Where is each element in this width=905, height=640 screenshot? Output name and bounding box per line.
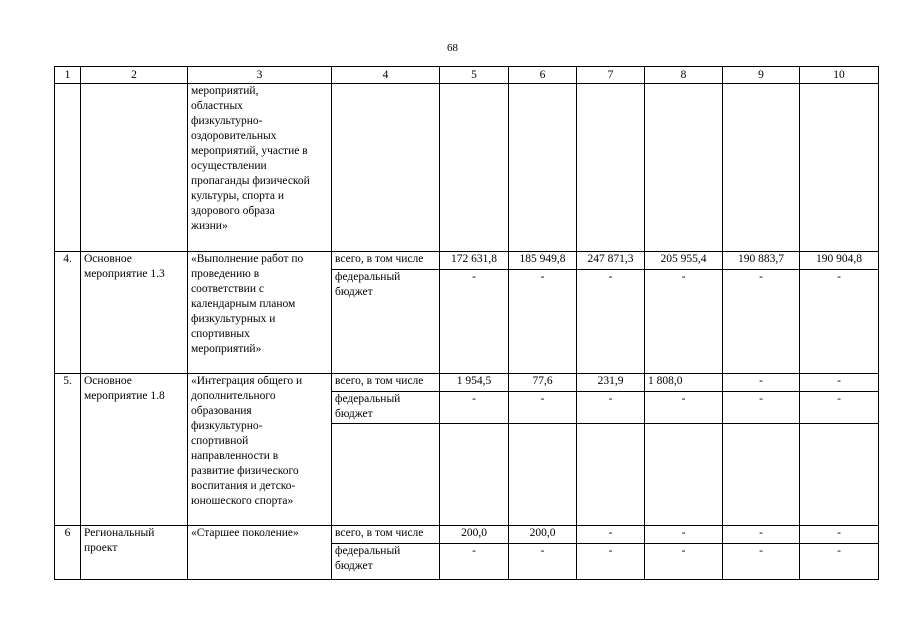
value-cell: -	[577, 526, 645, 544]
value-cell: -	[800, 544, 879, 580]
value-cell: -	[723, 374, 800, 392]
header-cell: 3	[188, 67, 332, 84]
row-number-cell: 5.	[55, 374, 81, 526]
value-cell: -	[577, 270, 645, 374]
event-description-cell: «Интеграция общего и дополнительного образования физкультурно- спортивной направленности в развитие физического воспитания и детско- юношеского спорта»	[188, 374, 332, 526]
header-cell: 8	[645, 67, 723, 84]
funding-label-cell: всего, в том числе	[332, 252, 440, 270]
page-number: 68	[447, 42, 458, 54]
empty-cell	[645, 424, 723, 526]
event-description-cell: мероприятий, областных физкультурно- оздоровительных мероприятий, участие в осуществлении пропаганды физической культуры, спорта и здорового образа жизни»	[188, 84, 332, 252]
empty-cell	[509, 424, 577, 526]
header-cell: 1	[55, 67, 81, 84]
value-cell: 231,9	[577, 374, 645, 392]
empty-cell	[332, 424, 440, 526]
funding-label-cell: федеральный бюджет	[332, 544, 440, 580]
funding-label-cell: всего, в том числе	[332, 374, 440, 392]
value-cell: 190 904,8	[800, 252, 879, 270]
value-cell: 185 949,8	[509, 252, 577, 270]
table-row	[55, 84, 879, 252]
value-cell: -	[509, 392, 577, 424]
empty-cell	[440, 84, 509, 252]
header-cell: 2	[81, 67, 188, 84]
value-cell: 1 808,0	[645, 374, 723, 392]
header-cell: 9	[723, 67, 800, 84]
row-number-cell	[55, 84, 81, 252]
header-cell: 4	[332, 67, 440, 84]
value-cell: -	[645, 544, 723, 580]
value-cell: 190 883,7	[723, 252, 800, 270]
value-cell: 1 954,5	[440, 374, 509, 392]
empty-cell	[440, 424, 509, 526]
empty-cell	[332, 84, 440, 252]
value-cell: -	[440, 270, 509, 374]
value-cell: -	[800, 392, 879, 424]
value-cell: 172 631,8	[440, 252, 509, 270]
value-cell: 77,6	[509, 374, 577, 392]
value-cell: -	[645, 526, 723, 544]
event-name-cell: Региональный проект	[81, 526, 188, 580]
value-cell: 200,0	[509, 526, 577, 544]
table-row	[55, 374, 879, 392]
event-name-cell: Основное мероприятие 1.3	[81, 252, 188, 374]
budget-table	[54, 66, 879, 580]
value-cell: -	[577, 392, 645, 424]
value-cell: -	[723, 270, 800, 374]
empty-cell	[800, 84, 879, 252]
empty-cell	[577, 84, 645, 252]
empty-cell	[723, 424, 800, 526]
value-cell: -	[577, 544, 645, 580]
row-number-cell: 4.	[55, 252, 81, 374]
value-cell: -	[723, 392, 800, 424]
empty-cell	[509, 84, 577, 252]
header-cell: 7	[577, 67, 645, 84]
empty-cell	[800, 424, 879, 526]
event-description-cell: «Выполнение работ по проведению в соответствии с календарным планом физкультурных и спортивных мероприятий»	[188, 252, 332, 374]
empty-cell	[723, 84, 800, 252]
value-cell: -	[509, 270, 577, 374]
table-row	[55, 252, 879, 270]
table-row	[55, 526, 879, 544]
empty-cell	[577, 424, 645, 526]
value-cell: -	[800, 270, 879, 374]
value-cell: -	[645, 270, 723, 374]
value-cell: -	[723, 526, 800, 544]
value-cell: -	[645, 392, 723, 424]
funding-label-cell: федеральный бюджет	[332, 270, 440, 374]
value-cell: 200,0	[440, 526, 509, 544]
funding-label-cell: федеральный бюджет	[332, 392, 440, 424]
empty-cell	[645, 84, 723, 252]
header-row	[55, 67, 879, 84]
event-name-cell: Основное мероприятие 1.8	[81, 374, 188, 526]
value-cell: -	[723, 544, 800, 580]
row-number-cell: 6	[55, 526, 81, 580]
value-cell: 205 955,4	[645, 252, 723, 270]
value-cell: -	[509, 544, 577, 580]
value-cell: -	[800, 374, 879, 392]
value-cell: -	[440, 544, 509, 580]
header-cell: 10	[800, 67, 879, 84]
value-cell: -	[800, 526, 879, 544]
header-cell: 6	[509, 67, 577, 84]
event-description-cell: «Старшее поколение»	[188, 526, 332, 580]
event-name-cell	[81, 84, 188, 252]
funding-label-cell: всего, в том числе	[332, 526, 440, 544]
value-cell: 247 871,3	[577, 252, 645, 270]
header-cell: 5	[440, 67, 509, 84]
value-cell: -	[440, 392, 509, 424]
